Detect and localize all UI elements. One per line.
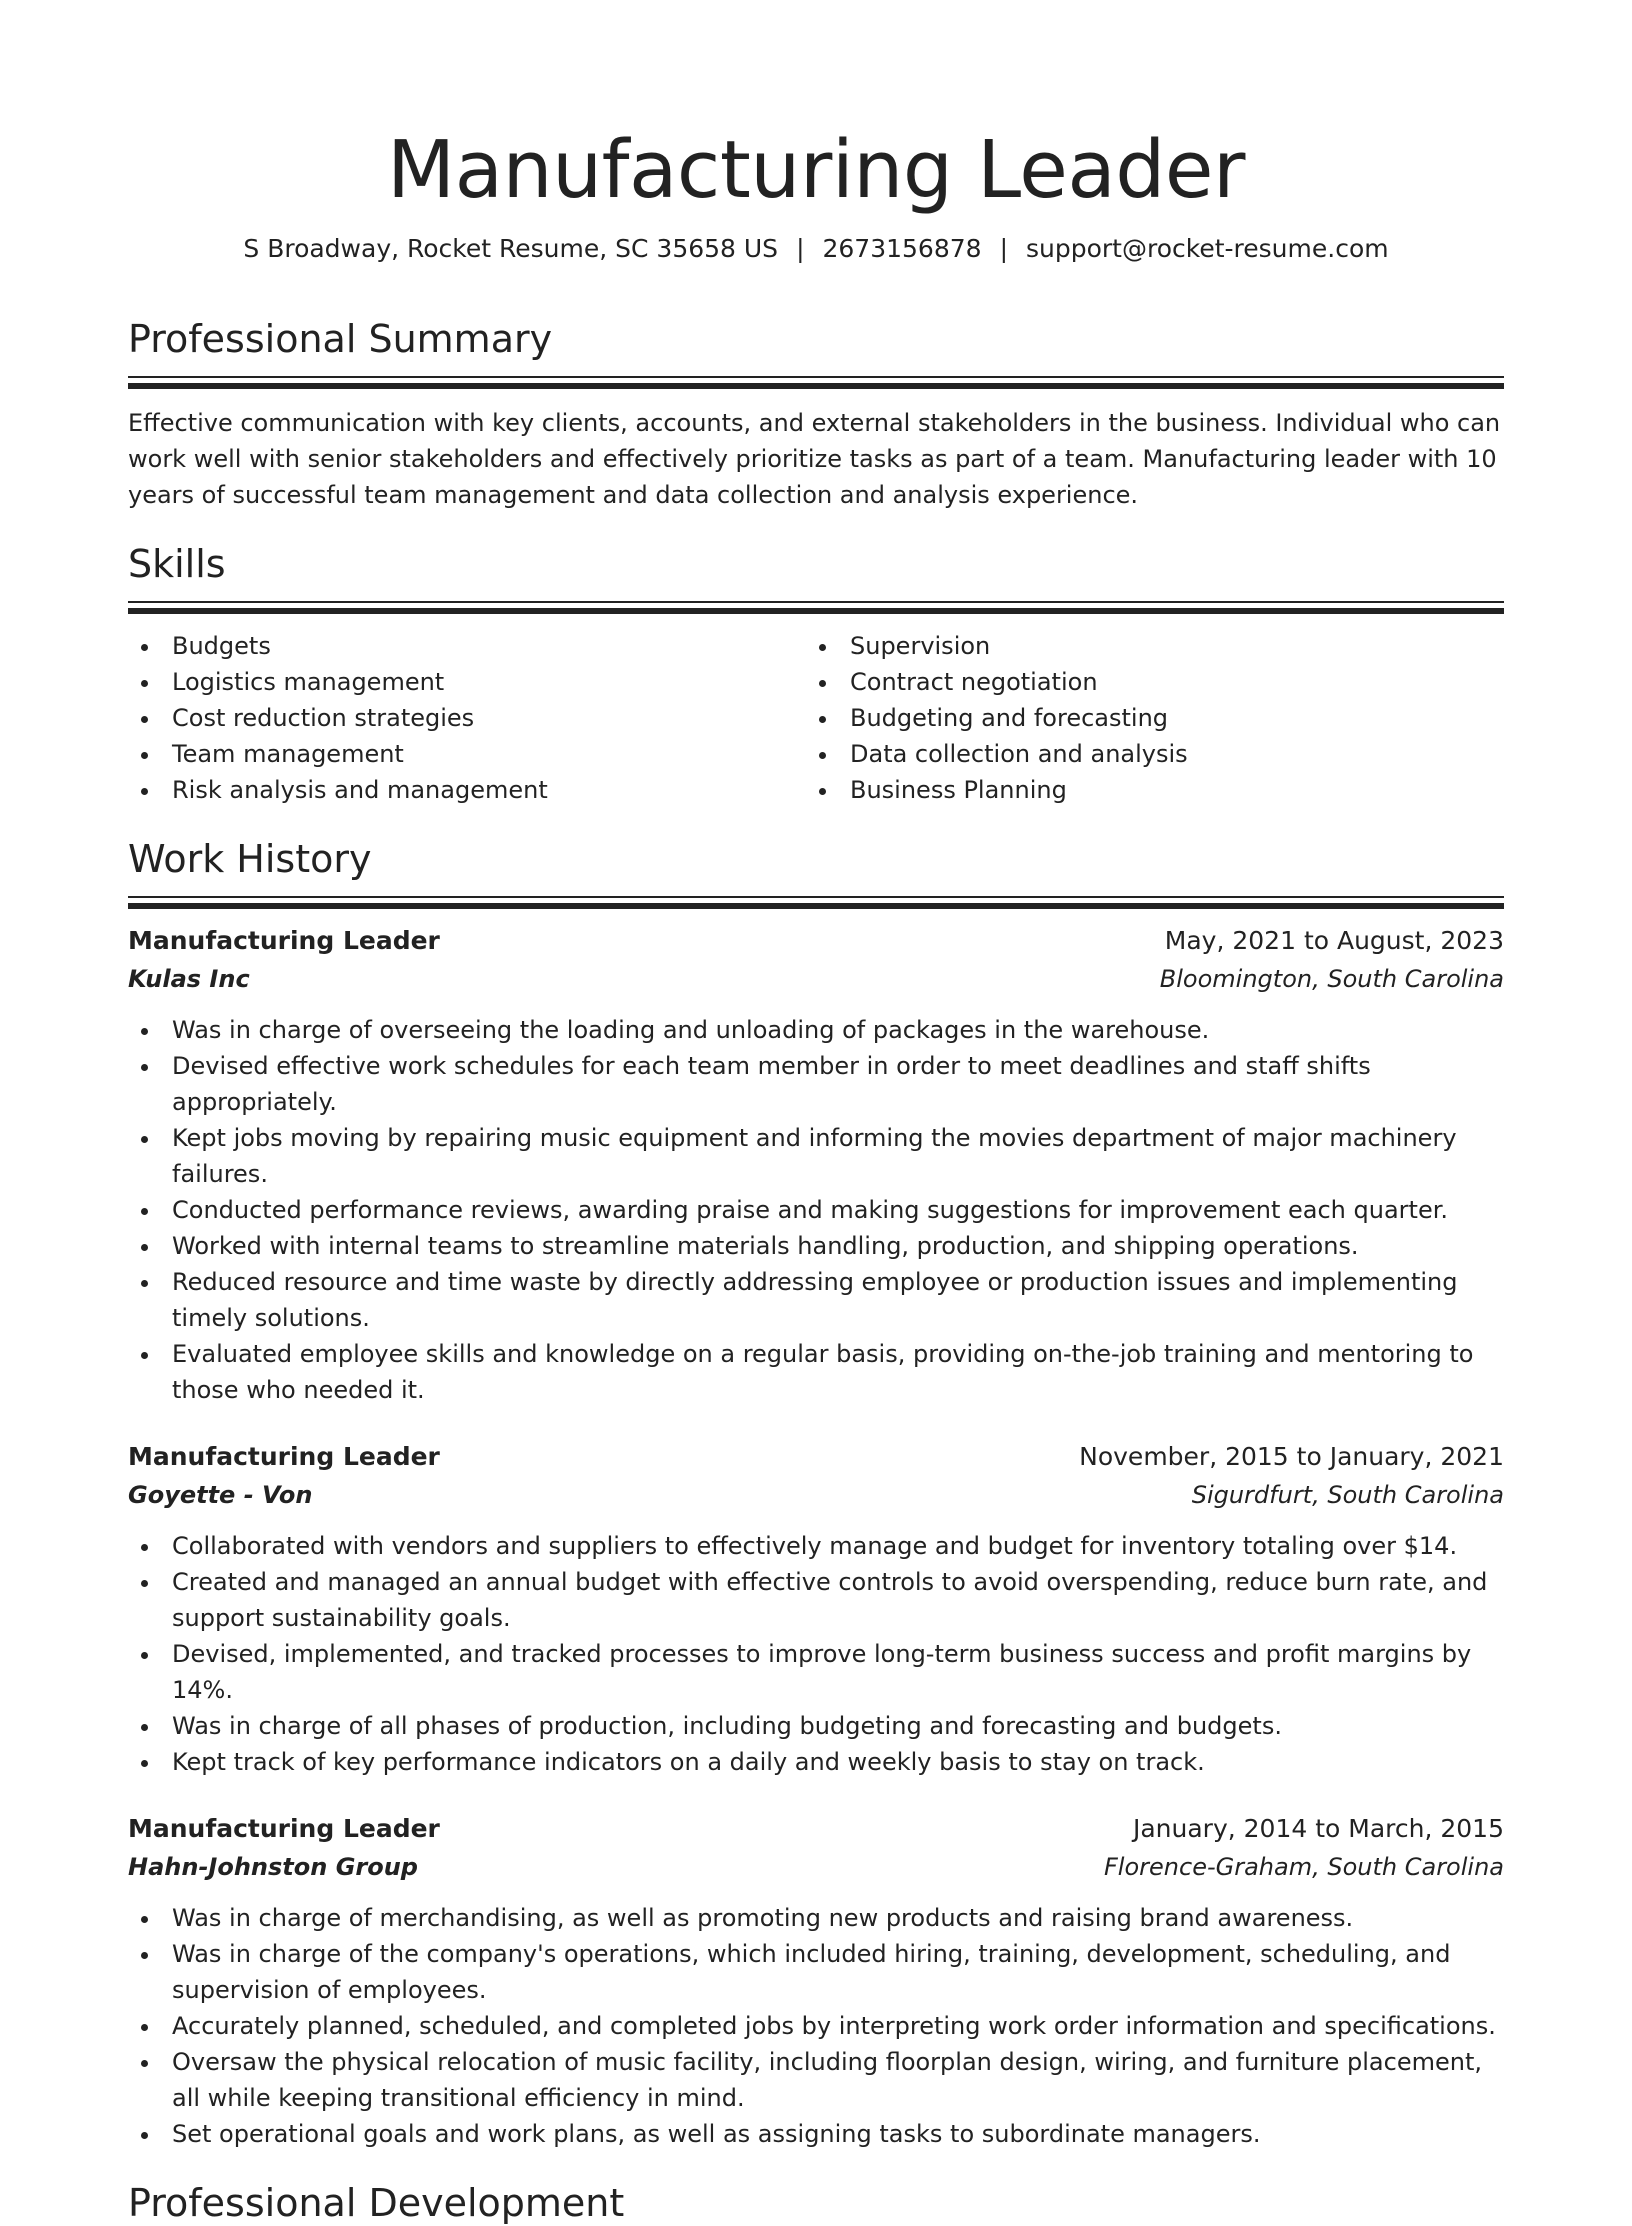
job-bullet: Set operational goals and work plans, as well as assigning tasks to subordinate managers.	[128, 2116, 1504, 2152]
section-heading-summary: Professional Summary	[128, 317, 553, 361]
skill-item: Business Planning	[806, 772, 1484, 808]
resume-title: Manufacturing Leader	[386, 124, 1246, 216]
job-location: Florence-Graham, South Carolina	[1104, 1853, 1504, 1881]
job-bullets	[128, 1012, 1504, 1408]
job-title: Manufacturing Leader	[128, 1442, 440, 1471]
section-heading-work-history: Work History	[128, 837, 372, 881]
skill-item: Risk analysis and management	[128, 772, 806, 808]
skill-item: Contract negotiation	[806, 664, 1484, 700]
job-company: Goyette - Von	[128, 1481, 313, 1509]
job-title: Manufacturing Leader	[128, 1814, 440, 1843]
job-entry	[128, 1810, 1504, 2152]
skill-item: Cost reduction strategies	[128, 700, 806, 736]
job-bullet: Kept jobs moving by repairing music equipment and informing the movies department of major machinery failures.	[128, 1120, 1504, 1192]
skills-columns	[128, 628, 1504, 808]
job-bullets	[128, 1900, 1504, 2152]
skills-list-right	[806, 628, 1484, 808]
skill-item: Budgets	[128, 628, 806, 664]
skill-item: Supervision	[806, 628, 1484, 664]
job-bullet: Devised effective work schedules for each team member in order to meet deadlines and staff shifts appropriately.	[128, 1048, 1504, 1120]
section-heading-professional-development: Professional Development	[128, 2181, 625, 2225]
job-dates: November, 2015 to January, 2021	[1079, 1442, 1504, 1471]
section-divider	[128, 601, 1504, 613]
job-bullet: Oversaw the physical relocation of music facility, including floorplan design, wiring, and furniture placement, all while keeping transitional efficiency in mind.	[128, 2044, 1504, 2116]
job-header-row	[128, 922, 1504, 960]
job-entry	[128, 922, 1504, 1408]
summary-text: Effective communication with key clients, accounts, and external stakeholders in the business. Individual who can work well with senior stakeholders and effectively prioritize tasks as part of a team. Manufacturing leader with 10 years of successful team management and data collection and analysis experience.	[128, 409, 1501, 509]
job-bullet: Collaborated with vendors and suppliers to effectively manage and budget for inventory totaling over $14.	[128, 1528, 1504, 1564]
job-header-row	[128, 1810, 1504, 1848]
contact-line	[128, 232, 1504, 266]
job-bullet: Accurately planned, scheduled, and completed jobs by interpreting work order information and specifications.	[128, 2008, 1504, 2044]
job-bullet: Was in charge of the company's operations, which included hiring, training, development, scheduling, and supervision of employees.	[128, 1936, 1504, 2008]
job-bullet: Reduced resource and time waste by directly addressing employee or production issues and implementing timely solutions.	[128, 1264, 1504, 1336]
job-bullet: Evaluated employee skills and knowledge on a regular basis, providing on-the-job training and mentoring to those who needed it.	[128, 1336, 1504, 1408]
job-company: Kulas Inc	[128, 965, 250, 993]
skill-item: Logistics management	[128, 664, 806, 700]
contact-phone: 2673156878	[822, 234, 982, 263]
skill-item: Budgeting and forecasting	[806, 700, 1484, 736]
job-title: Manufacturing Leader	[128, 926, 440, 955]
job-location: Sigurdfurt, South Carolina	[1191, 1481, 1504, 1509]
summary-section	[128, 316, 1504, 513]
contact-address: S Broadway, Rocket Resume, SC 35658 US	[243, 234, 779, 263]
job-bullet: Created and managed an annual budget with effective controls to avoid overspending, reduce burn rate, and support sustainability goals.	[128, 1564, 1504, 1636]
job-company-row	[128, 1848, 1504, 1886]
job-company-row	[128, 1476, 1504, 1514]
job-dates: May, 2021 to August, 2023	[1164, 926, 1504, 955]
job-bullet: Kept track of key performance indicators on a daily and weekly basis to stay on track.	[128, 1744, 1504, 1780]
job-bullet: Devised, implemented, and tracked processes to improve long-term business success and profit margins by 14%.	[128, 1636, 1504, 1708]
work-history-section	[128, 836, 1504, 2152]
job-dates: January, 2014 to March, 2015	[1132, 1814, 1504, 1843]
contact-separator: |	[796, 234, 805, 263]
skill-item: Team management	[128, 736, 806, 772]
skills-list-left	[128, 628, 806, 808]
job-bullet: Was in charge of merchandising, as well as promoting new products and raising brand awareness.	[128, 1900, 1504, 1936]
section-heading-skills: Skills	[128, 542, 226, 586]
job-bullets	[128, 1528, 1504, 1780]
contact-email: support@rocket-resume.com	[1026, 234, 1389, 263]
job-entry	[128, 1438, 1504, 1780]
section-divider	[128, 376, 1504, 388]
job-company: Hahn-Johnston Group	[128, 1853, 418, 1881]
job-location: Bloomington, South Carolina	[1159, 965, 1504, 993]
job-bullet: Conducted performance reviews, awarding praise and making suggestions for improvement each quarter.	[128, 1192, 1504, 1228]
job-bullet: Worked with internal teams to streamline materials handling, production, and shipping operations.	[128, 1228, 1504, 1264]
contact-separator: |	[999, 234, 1008, 263]
job-header-row	[128, 1438, 1504, 1476]
job-company-row	[128, 960, 1504, 998]
professional-development-section	[128, 2180, 1504, 2226]
skill-item: Data collection and analysis	[806, 736, 1484, 772]
skills-section	[128, 541, 1504, 808]
resume-page	[128, 0, 1504, 2226]
section-divider	[128, 896, 1504, 908]
job-bullet: Was in charge of all phases of production, including budgeting and forecasting and budgets.	[128, 1708, 1504, 1744]
job-bullet: Was in charge of overseeing the loading and unloading of packages in the warehouse.	[128, 1012, 1504, 1048]
